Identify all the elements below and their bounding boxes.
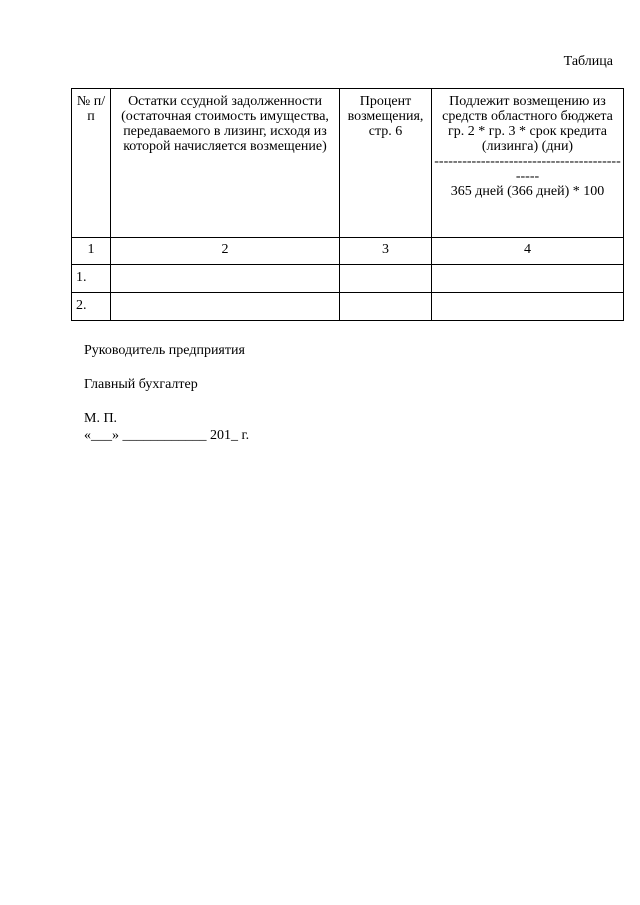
- column-number: 2: [111, 238, 340, 265]
- table-row: [72, 265, 624, 293]
- column-number-row: [72, 238, 624, 265]
- column-number: 1: [72, 238, 111, 265]
- header-compensation-title: Подлежит возмещению из средств областного бюджета: [442, 94, 613, 124]
- column-number: 3: [340, 238, 432, 265]
- column-number: 4: [432, 238, 624, 265]
- table-row: [72, 293, 624, 321]
- compensation-table: [71, 88, 624, 321]
- header-compensation-denominator: 365 дней (366 дней) * 100: [450, 184, 605, 199]
- header-compensation-fraction-bar: ---------------------------------------------: [434, 154, 621, 184]
- header-number: № п/п: [72, 89, 111, 238]
- signature-block: [84, 342, 249, 444]
- director-signature: Руководитель предприятия: [84, 343, 245, 358]
- table-caption: Таблица: [563, 54, 613, 69]
- stamp-place: М. П.: [84, 411, 118, 426]
- header-compensation: [432, 89, 624, 238]
- row-number: 2.: [72, 293, 111, 321]
- table-header-row: [72, 89, 624, 238]
- header-compensation-formula: гр. 2 * гр. 3 * срок кредита (лизинга) (дни): [448, 124, 607, 154]
- compensation-cell[interactable]: [432, 293, 624, 321]
- accountant-signature: Главный бухгалтер: [84, 377, 198, 392]
- percent-cell[interactable]: [340, 265, 432, 293]
- percent-cell[interactable]: [340, 293, 432, 321]
- loan-balance-cell[interactable]: [111, 293, 340, 321]
- header-percent: Процент возмещения, стр. 6: [340, 89, 432, 238]
- loan-balance-cell[interactable]: [111, 265, 340, 293]
- row-number: 1.: [72, 265, 111, 293]
- header-loan-balance: Остатки ссудной задолженности (остаточная стоимость имущества, передаваемого в лизинг, исходя из которой начисляется возмещение): [111, 89, 340, 238]
- compensation-cell[interactable]: [432, 265, 624, 293]
- date-line: «___» ____________ 201_ г.: [84, 428, 250, 443]
